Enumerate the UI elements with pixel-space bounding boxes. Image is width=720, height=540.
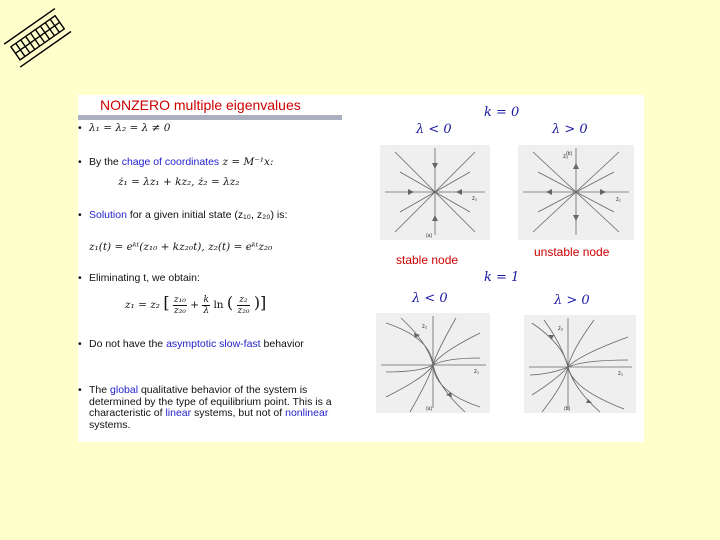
subfigure-b-label: (b) <box>564 406 571 412</box>
solution-link: Solution <box>89 209 127 221</box>
bullet-global-behavior: • The global qualitative behavior of the system is determined by the type of equilibrium point. This is a characteristic of linear systems, but not of nonlinear systems. <box>78 384 332 431</box>
axis-z1-label: z₁ <box>472 196 478 202</box>
bullet-slow-fast <box>78 339 343 351</box>
coordinate-transform: z = M⁻¹x: <box>219 156 274 168</box>
k1-label: k = 1 <box>484 270 520 285</box>
nonlinear-link: nonlinear <box>285 407 329 419</box>
solution-equations: z₁(t) = eᵏᵗ(z₁₀ + kz₂₀t), z₂(t) = eᵏᵗz₂₀ <box>89 241 273 253</box>
equation-lhs: z₁ = z₂ <box>125 299 160 311</box>
axis-z1-label: z₁ <box>616 197 622 203</box>
university-seal-logo <box>2 2 72 72</box>
unstable-node-label: unstable node <box>534 245 610 259</box>
lambda-neg-label-bottom: λ < 0 <box>412 291 448 306</box>
slow-fast-link: asymptotic slow-fast <box>166 338 261 350</box>
subfigure-a-label: (a) <box>426 406 433 412</box>
axis-z1-label: z₁ <box>618 371 624 377</box>
eigenvalue-condition: λ₁ = λ₂ = λ ≠ 0 <box>89 122 171 134</box>
axis-z2-label: z₂ <box>563 154 569 160</box>
axis-z1-label: z₁ <box>474 369 480 375</box>
bullet-change-of-coordinates <box>78 157 343 169</box>
trajectory-equation: z₁ = z₂ [ $\frac{\text{z₁₀}}{\text{z₂₀}}$ + $\frac{k}{\lambda}$ ln ( $\frac{\text{z₂}}{\text{z₂₀}}$ )] <box>125 293 267 316</box>
bullet-text: behavior <box>260 338 304 350</box>
fraction-z10-z20: $\frac{\text{z₁₀}}{\text{z₂₀}}$ <box>173 294 186 316</box>
slide-title: NONZERO multiple eigenvalues <box>100 97 301 113</box>
fraction-z2-z20: $\frac{\text{z₂}}{\text{z₂₀}}$ <box>237 294 250 316</box>
global-link: global <box>110 384 139 396</box>
bullet-dot: • <box>78 338 82 350</box>
transformed-equations: ż₁ = λz₁ + kz₂, ż₂ = λz₂ <box>118 176 240 188</box>
bullet-text: for a given initial state (z₁₀, z₂₀) is: <box>126 209 288 221</box>
unstable-node-k0-portrait <box>518 145 634 240</box>
unstable-node-k1-portrait <box>524 315 636 413</box>
bullet-eliminating <box>78 273 343 285</box>
bullet-text: Do not have the <box>89 338 167 350</box>
bullet-text: By the <box>89 156 122 168</box>
ln-operator: ln <box>213 299 224 311</box>
bullet-dot: • <box>78 122 82 134</box>
k0-label: k = 0 <box>484 105 520 120</box>
stable-node-k1-portrait <box>376 313 490 413</box>
axis-z2-label: z₂ <box>422 324 428 330</box>
lambda-neg-label-top: λ < 0 <box>416 122 452 137</box>
bullet-dot: • <box>78 156 82 168</box>
stable-node-label: stable node <box>396 253 459 267</box>
bullet-dot: • <box>78 209 82 221</box>
axis-z2-label: z₂ <box>558 326 564 332</box>
linear-link: linear <box>165 407 192 419</box>
lambda-pos-label-bottom: λ > 0 <box>554 293 590 308</box>
slide-content <box>78 95 644 442</box>
subfigure-b-label: (b) <box>566 151 573 157</box>
bullet-dot: • <box>78 272 82 284</box>
bullet-text: Eliminating t, we obtain: <box>89 272 200 284</box>
title-underline <box>78 115 342 120</box>
lambda-pos-label-top: λ > 0 <box>552 122 588 137</box>
stable-node-k0-portrait <box>380 145 490 240</box>
subfigure-a-label: (a) <box>426 233 433 239</box>
bullet-eigenvalues <box>78 123 343 135</box>
coordinates-link: chage of coordinates <box>121 156 220 168</box>
fraction-k-lambda: $\frac{k}{\lambda}$ <box>203 294 210 316</box>
bullet-solution <box>78 210 343 222</box>
bullet-dot: • <box>78 384 82 396</box>
